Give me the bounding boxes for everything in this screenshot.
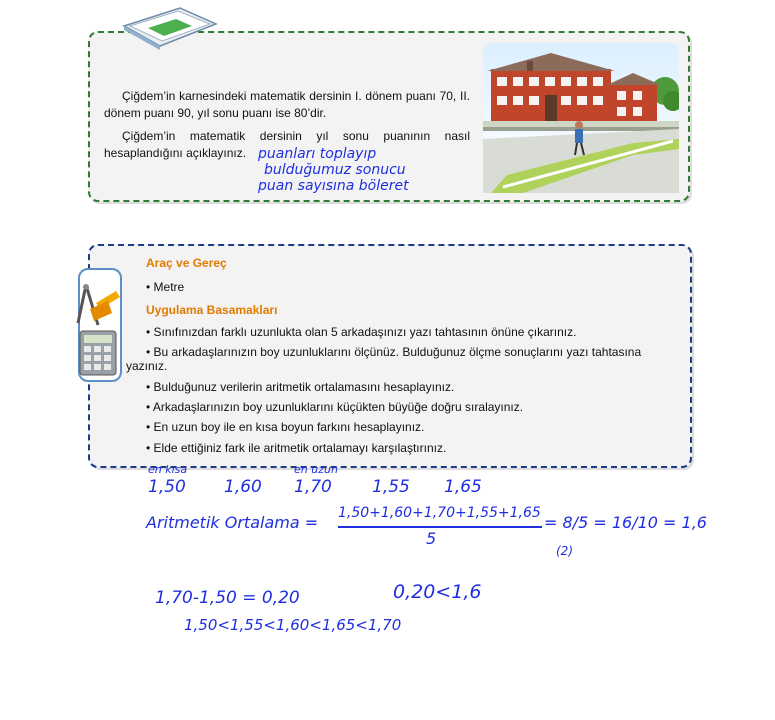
materials-item-metre: • Metre [146, 280, 185, 294]
step-2: • Bu arkadaşlarınızın boy uzunluklarını ölçünüz. Bulduğunuz ölçme sonuçlarını yazı tahtasına yazınız. [126, 345, 642, 373]
materials-heading: Araç ve Gereç [146, 256, 227, 270]
mean-label: Aritmetik Ortalama = [146, 513, 319, 532]
problem-paragraph-2: Çiğdem’in matematik dersinin yıl sonu puanının nasıl hesaplandığını açıklayınız. [104, 129, 470, 160]
range-mean-comparison: 0,20<1,6 [393, 581, 482, 603]
step-5: • En uzun boy ile en kısa boyun farkını hesaplayınız. [146, 420, 425, 434]
height-value: 1,55 [372, 477, 410, 497]
handwritten-answer-line-1: puanları toplayıp [258, 146, 377, 162]
compass-calculator-icon [76, 283, 122, 379]
handwritten-answer-line-3: puan sayısına böleret [258, 178, 409, 194]
notebook-icon [120, 6, 220, 50]
handwritten-answer-line-2: bulduğumuz sonucu [264, 162, 406, 178]
height-value: 1,50 [148, 477, 186, 497]
height-ordering: 1,50<1,55<1,60<1,65<1,70 [184, 616, 402, 634]
step-4: • Arkadaşlarınızın boy uzunluklarını küçükten büyüğe doğru sıralayınız. [146, 400, 524, 414]
range-calculation: 1,70-1,50 = 0,20 [155, 588, 300, 608]
step-6: • Elde ettiğiniz fark ile aritmetik ortalamayı karşılaştırınız. [146, 441, 447, 455]
mean-result: = 8/5 = 16/10 = 1,6 [544, 513, 707, 532]
step-1: • Sınıfınızdan farklı uzunlukta olan 5 arkadaşınızı yazı tahtasının önüne çıkarınız. [146, 325, 577, 339]
mean-numerator: 1,50+1,60+1,70+1,55+1,65 [338, 505, 541, 521]
steps-heading: Uygulama Basamakları [146, 303, 278, 317]
label-tallest: en uzun [294, 463, 338, 476]
mean-denominator: 5 [426, 529, 437, 548]
school-illustration [483, 43, 679, 193]
height-value: 1,60 [224, 477, 262, 497]
fraction-bar [338, 526, 542, 528]
height-value: 1,70 [294, 477, 332, 497]
problem-paragraph-1: Çiğdem’in karnesindeki matematik dersinin I. dönem puanı 70, II. dönem puanı 90, yıl sonu puanı ise 80’dir. [104, 89, 470, 120]
height-value: 1,65 [444, 477, 482, 497]
step-3: • Bulduğunuz verilerin aritmetik ortalamasını hesaplayınız. [146, 380, 455, 394]
expand-multiplier: (2) [556, 544, 573, 558]
label-shortest: en kısa [148, 463, 188, 476]
